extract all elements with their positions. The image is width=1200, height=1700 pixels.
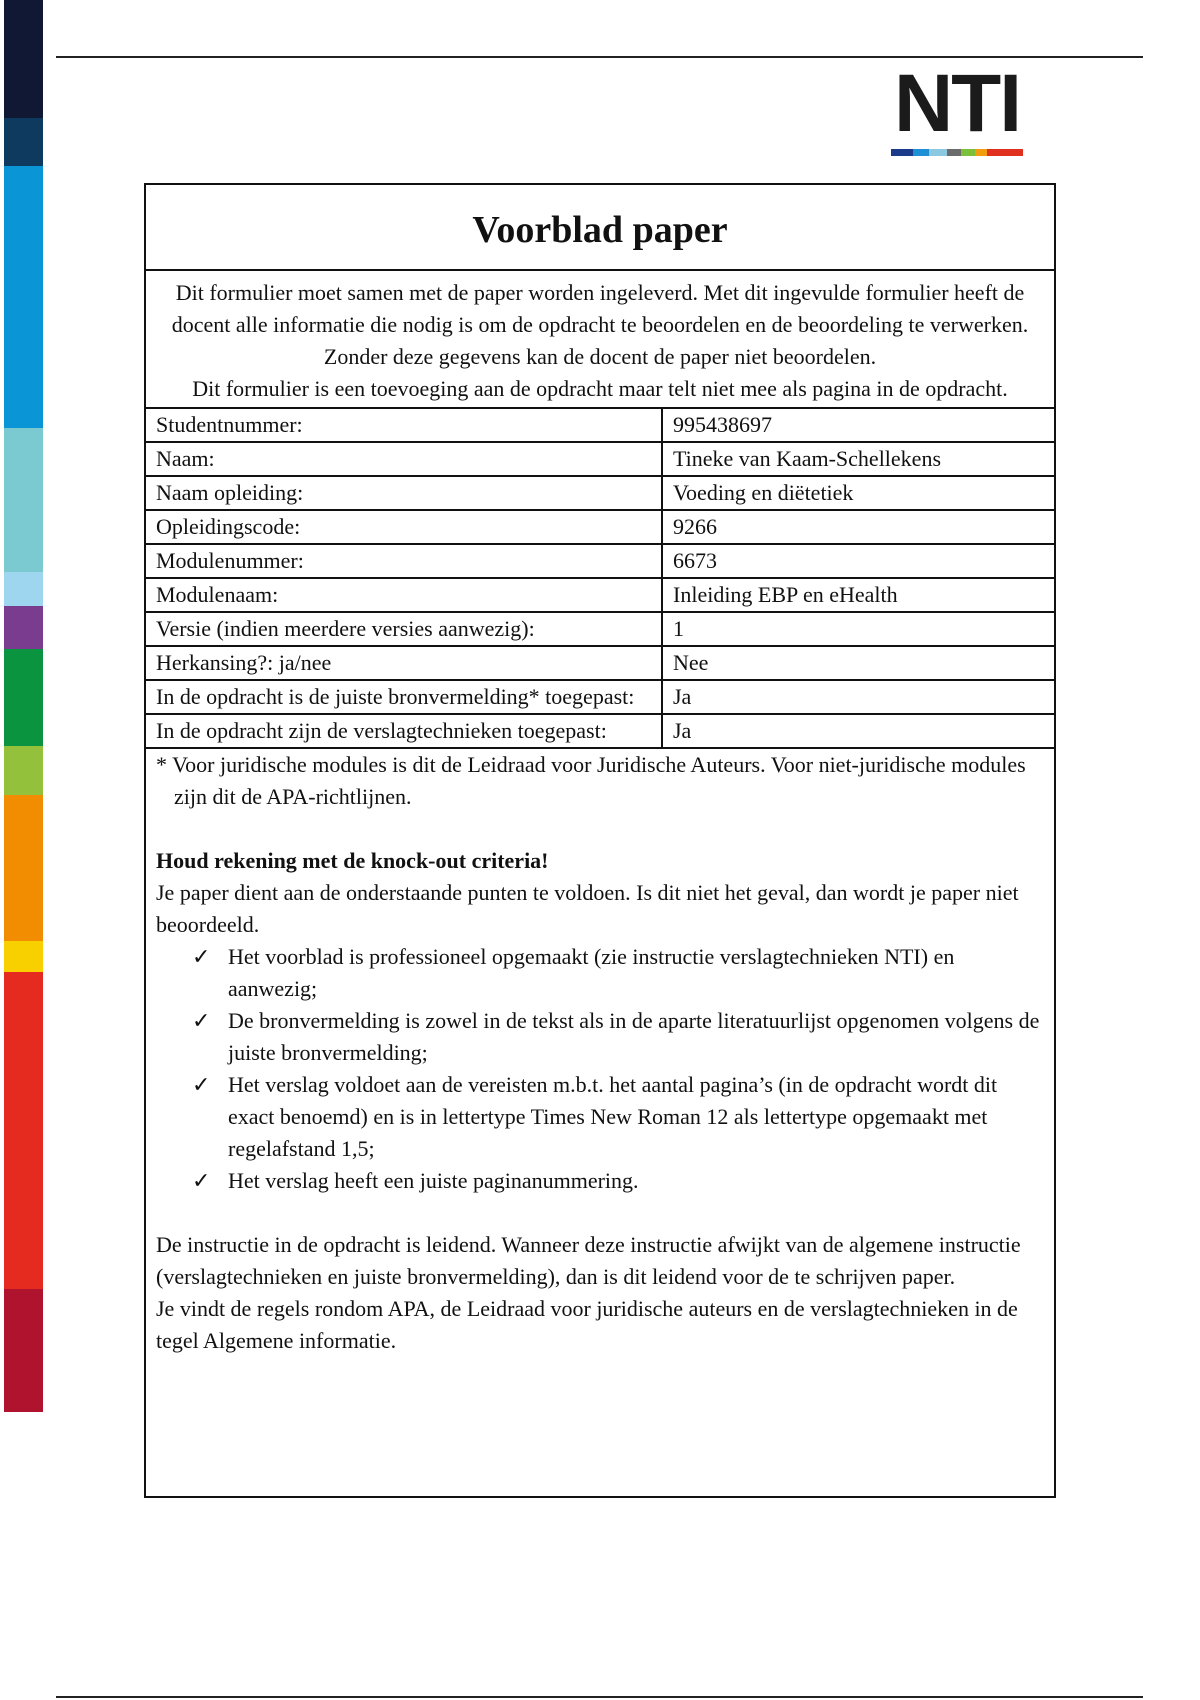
table-row (146, 510, 1054, 544)
logo-stripe-segment (929, 149, 947, 156)
list-item (192, 1165, 1044, 1197)
table-row (146, 442, 1054, 476)
closing-paragraph: De instructie in de opdracht is leidend. Wanneer deze instructie afwijkt van de algemene instructie (verslagtechnieken en juiste bronvermelding), dan is dit leidend voor de te schrijven paper. (156, 1232, 1021, 1289)
check-icon: ✓ (192, 1072, 211, 1097)
footer-rule (56, 1696, 1143, 1698)
field-value: Inleiding EBP en eHealth (662, 578, 1054, 612)
page-title: Voorblad paper (472, 209, 728, 251)
intro-paragraph: Dit formulier is een toevoeging aan de opdracht maar telt niet mee als pagina in de opdracht. (192, 376, 1008, 401)
logo-text: NTI (893, 58, 1021, 149)
stripe-segment (4, 941, 43, 972)
field-label: Opleidingscode: (146, 510, 662, 544)
table-row (146, 409, 1054, 442)
title-row (146, 185, 1054, 271)
list-item-text: De bronvermelding is zowel in de tekst als in de aparte literatuurlijst opgenomen volgens de juiste bronvermelding; (228, 1008, 1040, 1065)
student-info-table (146, 409, 1054, 749)
footnote: * Voor juridische modules is dit de Leidraad voor Juridische Auteurs. Voor niet-juridische modules zijn dit de APA-richtlijnen. (156, 752, 1026, 809)
table-row (146, 578, 1054, 612)
stripe-segment (4, 428, 43, 572)
logo-stripe-segment (891, 149, 913, 156)
stripe-segment (4, 649, 43, 746)
field-label: Naam opleiding: (146, 476, 662, 510)
knockout-intro: Je paper dient aan de onderstaande punten te voldoen. Is dit niet het geval, dan wordt je paper niet beoordeeld. (156, 880, 1019, 937)
field-label: In de opdracht is de juiste bronvermelding* toegepast: (146, 680, 662, 714)
stripe-segment (4, 572, 43, 606)
list-item-text: Het verslag voldoet aan de vereisten m.b.t. het aantal pagina’s (in de opdracht wordt dit exact benoemd) en is in lettertype Times New Roman 12 als lettertype opgemaakt met regelafstand 1,5; (228, 1072, 998, 1161)
stripe-segment (4, 972, 43, 1289)
knockout-checklist (156, 941, 1044, 1197)
stripe-segment (4, 0, 43, 118)
check-icon: ✓ (192, 944, 211, 969)
field-label: In de opdracht zijn de verslagtechnieken toegepast: (146, 714, 662, 748)
stripe-segment (4, 795, 43, 941)
field-label: Naam: (146, 442, 662, 476)
field-label: Versie (indien meerdere versies aanwezig): (146, 612, 662, 646)
field-value: Nee (662, 646, 1054, 680)
list-item (192, 1069, 1044, 1165)
stripe-segment (4, 606, 43, 649)
field-value: Ja (662, 680, 1054, 714)
field-value: Tineke van Kaam-Schellekens (662, 442, 1054, 476)
stripe-segment (4, 166, 43, 428)
check-icon: ✓ (192, 1168, 211, 1193)
list-item-text: Het voorblad is professioneel opgemaakt (zie instructie verslagtechnieken NTI) en aanwezig; (228, 944, 955, 1001)
notes-section (146, 749, 1054, 1357)
table-row (146, 680, 1054, 714)
logo-color-stripe (891, 149, 1023, 156)
field-label: Studentnummer: (146, 409, 662, 442)
field-value: 1 (662, 612, 1054, 646)
logo-stripe-segment (913, 149, 929, 156)
side-color-stripe (4, 0, 43, 1412)
intro-paragraph: Dit formulier moet samen met de paper worden ingeleverd. Met dit ingevulde formulier heeft de docent alle informatie die nodig is om de opdracht te beoordelen en de beoordeling te verwerken. Zonder deze gegevens kan de docent de paper niet beoordelen. (171, 280, 1029, 369)
field-label: Modulenummer: (146, 544, 662, 578)
cover-form (144, 183, 1056, 1498)
logo-stripe-segment (947, 149, 961, 156)
field-value: 9266 (662, 510, 1054, 544)
field-label: Modulenaam: (146, 578, 662, 612)
logo-stripe-segment (975, 149, 987, 156)
field-label: Herkansing?: ja/nee (146, 646, 662, 680)
intro-text (146, 271, 1054, 409)
logo-stripe-segment (987, 149, 1023, 156)
table-row (146, 476, 1054, 510)
table-row (146, 714, 1054, 748)
list-item-text: Het verslag heeft een juiste paginanummering. (228, 1168, 639, 1193)
knockout-heading: Houd rekening met de knock-out criteria! (156, 848, 549, 873)
table-row (146, 612, 1054, 646)
table-row (146, 646, 1054, 680)
field-value: 995438697 (662, 409, 1054, 442)
table-row (146, 544, 1054, 578)
stripe-segment (4, 118, 43, 166)
logo-stripe-segment (961, 149, 975, 156)
field-value: 6673 (662, 544, 1054, 578)
field-value: Ja (662, 714, 1054, 748)
nti-logo (889, 58, 1025, 163)
stripe-segment (4, 1289, 43, 1412)
stripe-segment (4, 746, 43, 795)
list-item (192, 1005, 1044, 1069)
list-item (192, 941, 1044, 1005)
check-icon: ✓ (192, 1008, 211, 1033)
closing-paragraph: Je vindt de regels rondom APA, de Leidraad voor juridische auteurs en de verslagtechnieken in de tegel Algemene informatie. (156, 1296, 1018, 1353)
field-value: Voeding en diëtetiek (662, 476, 1054, 510)
